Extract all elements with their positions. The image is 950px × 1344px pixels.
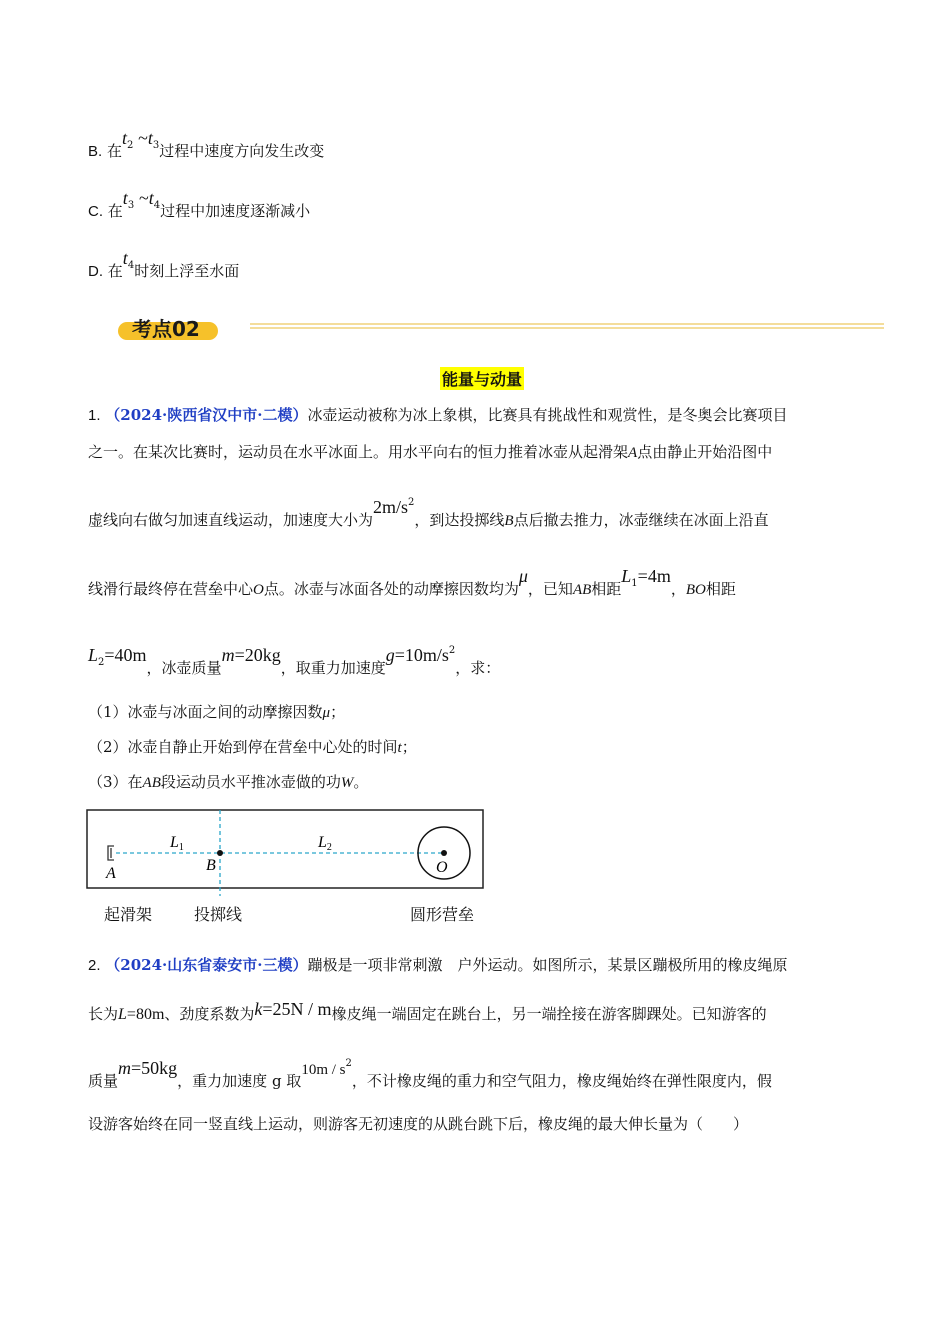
section-badge: 考点02	[132, 317, 200, 341]
point-o-dot	[441, 850, 447, 856]
label-l2: L2	[318, 834, 332, 853]
option-b: B. 在$t_2$ $\sim t_3$过程中速度方向发生改变	[88, 128, 325, 160]
ice-rink-outline	[87, 810, 483, 888]
caption-house: 圆形营垒	[410, 905, 475, 924]
start-rack-icon	[108, 846, 114, 860]
q1-sub3: （3）在AB段运动员水平推冰壶做的功W。	[88, 773, 369, 791]
option-letter: D.	[88, 263, 103, 280]
q2-line4: 设游客始终在同一竖直线上运动，则游客无初速度的从跳台跳下后，橡皮绳的最大伸长量为（ ）	[88, 1115, 749, 1133]
section-title: 能量与动量	[440, 367, 524, 390]
q2-source: （2024·山东省泰安市·三模）	[105, 956, 308, 974]
label-l1: L1	[170, 834, 184, 853]
q1-number: 1.	[88, 407, 101, 424]
section-header-graphic	[110, 308, 900, 352]
point-b-dot	[217, 850, 223, 856]
option-letter: B.	[88, 143, 103, 160]
q2-line3: 质量m=50kg，重力加速度 g 取$10m / s^2$，不计橡皮绳的重力和空气阻力，橡皮绳始终在弹性限度内，假	[88, 1058, 772, 1090]
q2-line1: 2. （2024·山东省泰安市·三模）蹦极是一项非常刺激 户外运动。如图所示，某景区蹦极所用的橡皮绳原	[88, 956, 788, 974]
label-o: O	[436, 859, 448, 876]
q2-number: 2.	[88, 957, 101, 974]
q1-source: （2024·陕西省汉中市·二模）	[105, 406, 308, 424]
q1-line5: $L_2=40m$，冰壶质量m=20kg，取重力加速度$g=10m/s^2$，求：	[88, 645, 501, 677]
label-a: A	[106, 865, 116, 882]
option-c: C. 在$t_3$ $\sim t_4$过程中加速度逐渐减小	[88, 188, 311, 220]
option-letter: C.	[88, 203, 103, 220]
q1-line3: 虚线向右做匀加速直线运动，加速度大小为$2m/s^2$，到达投掷线B点后撤去推力，冰壶继续在冰面上沿直	[88, 497, 769, 529]
q1-line1: 1. （2024·陕西省汉中市·二模）冰壶运动被称为冰上象棋，比赛具有挑战性和观赏性，是冬奥会比赛项目	[88, 406, 788, 424]
caption-start-rack: 起滑架	[104, 905, 153, 924]
q1-line4: 线滑行最终停在营垒中心O点。冰壶与冰面各处的动摩擦因数均为μ，已知AB相距$L_1=4m$，BO相距	[88, 566, 736, 598]
q1-sub2: （2）冰壶自静止开始到停在营垒中心处的时间t；	[88, 738, 417, 756]
q2-line2: 长为L=80m、劲度系数为k=25N / m橡皮绳一端固定在跳台上，另一端拴接在游客脚踝处。已知游客的	[88, 999, 767, 1023]
option-d: D. 在$t_4$时刻上浮至水面	[88, 248, 240, 280]
q1-sub1: （1）冰壶与冰面之间的动摩擦因数μ；	[88, 703, 346, 721]
q1-line2: 之一。在某次比赛时，运动员在水平冰面上。用水平向右的恒力推着冰壶从起滑架A点由静止开始沿图中	[88, 443, 773, 461]
label-b: B	[206, 857, 216, 874]
caption-throw-line: 投掷线	[194, 905, 243, 924]
